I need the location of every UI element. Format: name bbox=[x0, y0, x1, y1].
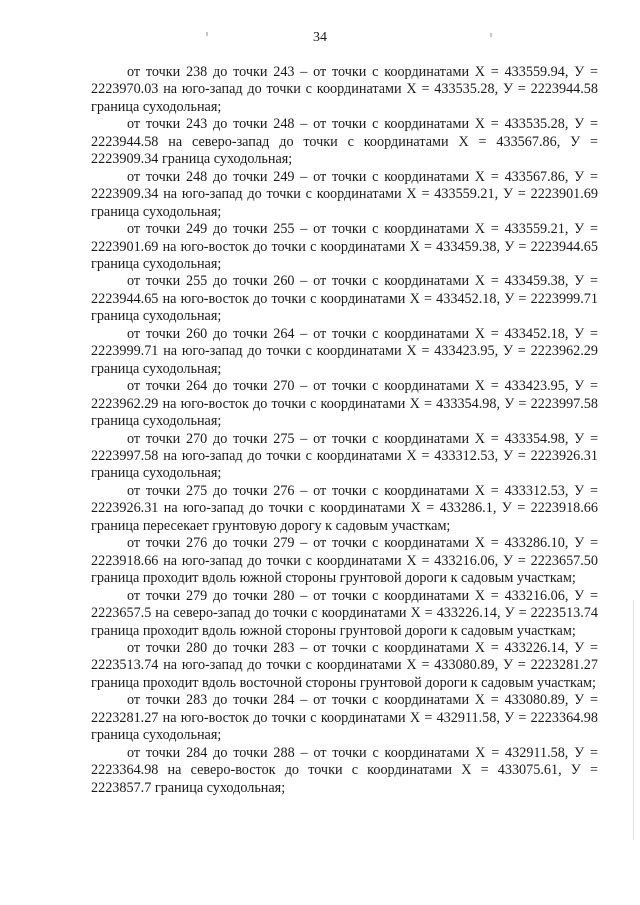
paragraph: от точки 260 до точки 264 – от точки с координатами Х = 433452.18, У = 2223999.71 на юго-запад до точки с координатами Х = 433423.95, У = 2223962.29 граница суходольная; bbox=[91, 325, 598, 377]
document-body bbox=[91, 64, 598, 797]
paragraph: от точки 238 до точки 243 – от точки с координатами Х = 433559.94, У = 2223970.03 на юго-запад до точки с координатами Х = 433535.28, У = 2223944.58 граница суходольная; bbox=[91, 64, 598, 115]
paragraph: от точки 283 до точки 284 – от точки с координатами Х = 433080.89, У = 2223281.27 на юго-восток до точки с координатами Х = 432911.58, У = 2223364.98 граница суходольная; bbox=[91, 692, 598, 744]
paragraph: от точки 255 до точки 260 – от точки с координатами Х = 433459.38, У = 2223944.65 на юго-восток до точки с координатами Х = 433452.18, У = 2223999.71 граница суходольная; bbox=[91, 273, 598, 325]
scan-mark-right-edge bbox=[633, 600, 634, 840]
paragraph: от точки 276 до точки 279 – от точки с координатами Х = 433286.10, У = 2223918.66 на юго-запад до точки с координатами Х = 433216.06, У = 2223657.50 граница проходит вдоль южной стороны грунтовой дороги к садовым участкам; bbox=[91, 535, 598, 587]
paragraph: от точки 275 до точки 276 – от точки с координатами Х = 433312.53, У = 2223926.31 на юго-запад до точки с координатами Х = 433286.1, У = 2223918.66 граница пересекает грунтовую дорогу к садовым участкам; bbox=[91, 482, 598, 534]
page-number: 34 bbox=[313, 30, 327, 45]
paragraph: от точки 270 до точки 275 – от точки с координатами Х = 433354.98, У = 2223997.58 на юго-запад до точки с координатами Х = 433312.53, У = 2223926.31 граница суходольная; bbox=[91, 430, 598, 482]
paragraph: от точки 248 до точки 249 – от точки с координатами Х = 433567.86, У = 2223909.34 на юго-запад до точки с координатами Х = 433559.21, У = 2223901.69 граница суходольная; bbox=[91, 168, 598, 220]
paragraph: от точки 279 до точки 280 – от точки с координатами Х = 433216.06, У = 2223657.5 на северо-запад до точки с координатами Х = 433226.14, У = 2223513.74 граница проходит вдоль южной стороны грунтовой дороги к садовым участкам; bbox=[91, 587, 598, 639]
paragraph: от точки 243 до точки 248 – от точки с координатами Х = 433535.28, У = 2223944.58 на северо-запад до точки с координатами Х = 433567.86, У = 2223909.34 граница суходольная; bbox=[91, 116, 598, 168]
paragraph: от точки 284 до точки 288 – от точки с координатами Х = 432911.58, У = 2223364.98 на северо-восток до точки с координатами Х = 433075.61, У = 2223857.7 граница суходольная; bbox=[91, 744, 598, 796]
paragraph: от точки 249 до точки 255 – от точки с координатами Х = 433559.21, У = 2223901.69 на юго-восток до точки с координатами Х = 433459.38, У = 2223944.65 граница суходольная; bbox=[91, 221, 598, 272]
paragraph: от точки 264 до точки 270 – от точки с координатами Х = 433423.95, У = 2223962.29 на юго-восток до точки с координатами Х = 433354.98, У = 2223997.58 граница суходольная; bbox=[91, 378, 598, 430]
paragraph: от точки 280 до точки 283 – от точки с координатами Х = 433226.14, У = 2223513.74 на юго-запад до точки с координатами Х = 433080.89, У = 2223281.27 граница проходит вдоль восточной стороны грунтовой дороги к садовым участкам; bbox=[91, 639, 598, 691]
